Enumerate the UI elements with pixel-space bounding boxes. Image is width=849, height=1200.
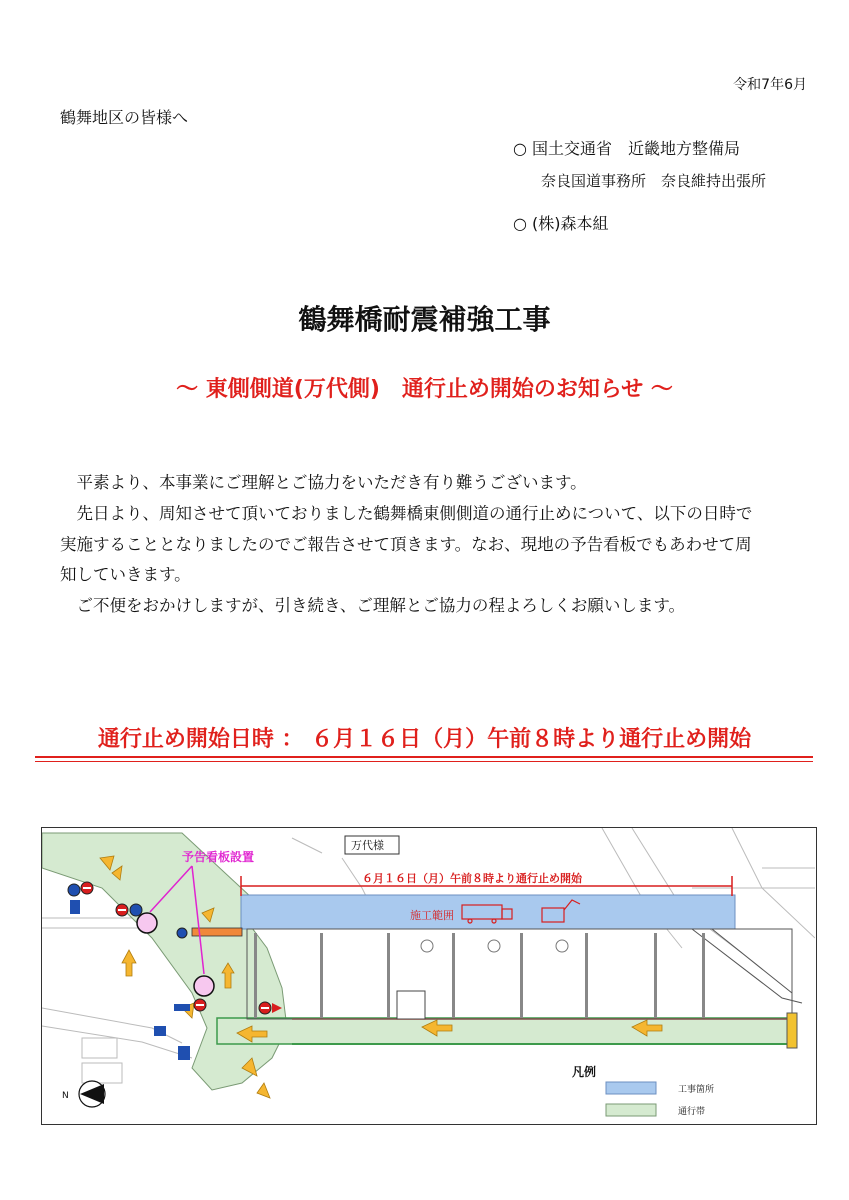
schedule-rule-bottom (35, 761, 813, 762)
north-label: N (62, 1091, 69, 1101)
north-arrow-icon (62, 1081, 105, 1107)
body-paragraph-2: 先日より、周知させて頂いておりました鶴舞橋東側側道の通行止めについて、以下の日時で実施することとなりましたのでご報告させて頂きます。なお、現地の予告看板でもあわせて周知していきます。 (60, 504, 753, 584)
site-map (41, 827, 817, 1125)
addressee: 鶴舞地区の皆様へ (60, 108, 189, 127)
pillar-box (397, 991, 425, 1019)
traffic-lane-main (217, 1018, 792, 1044)
closure-schedule: 通行止め開始日時 ： ６月１６日（月）午前８時より通行止め開始 (97, 727, 752, 752)
sign-marker-2 (194, 976, 214, 996)
arrow-up-1 (122, 950, 136, 976)
sender-contractor: ○ (株)森本組 (513, 214, 609, 233)
work-area-label: 施工範囲 (410, 909, 454, 922)
legend-traffic-swatch (606, 1104, 656, 1116)
sender-office: 奈良国道事務所 奈良維持出張所 (541, 172, 767, 190)
notice-subtitle: ～ 東側側道(万代側) 通行止め開始のお知らせ ～ (176, 377, 673, 402)
legend-work-swatch (606, 1082, 656, 1094)
legend-work-label: 工事箇所 (678, 1085, 715, 1095)
work-area (241, 895, 735, 929)
place-label: 万代様 (351, 839, 384, 852)
legend-title: 凡例 (572, 1065, 597, 1079)
schedule-rule-top (35, 756, 813, 758)
bridge-piers (254, 933, 705, 1018)
site-map-drawing (42, 828, 815, 1123)
sign-marker-1 (137, 913, 157, 933)
legend-traffic-label: 通行帯 (678, 1107, 706, 1117)
sender-ministry: ○ 国土交通省 近畿地方整備局 (513, 139, 741, 158)
arrow-diag-5 (257, 1083, 270, 1098)
traffic-lane-left (42, 833, 287, 1090)
end-barrier (787, 1013, 797, 1048)
sign-label: 予告看板設置 (182, 850, 255, 864)
body-paragraph-1: 平素より、本事業にご理解とご協力をいただき有り難うございます。 (76, 473, 587, 492)
map-legend (572, 1064, 714, 1117)
notice-title: 鶴舞橋耐震補強工事 (298, 303, 551, 336)
issue-date: 令和7年6月 (733, 77, 807, 93)
body-paragraph-3: ご不便をおかけしますが、引き続き、ご理解とご協力の程よろしくお願いします。 (76, 596, 686, 615)
closure-range-label: ６月１６日（月）午前８時より通行止め開始 (362, 872, 582, 885)
